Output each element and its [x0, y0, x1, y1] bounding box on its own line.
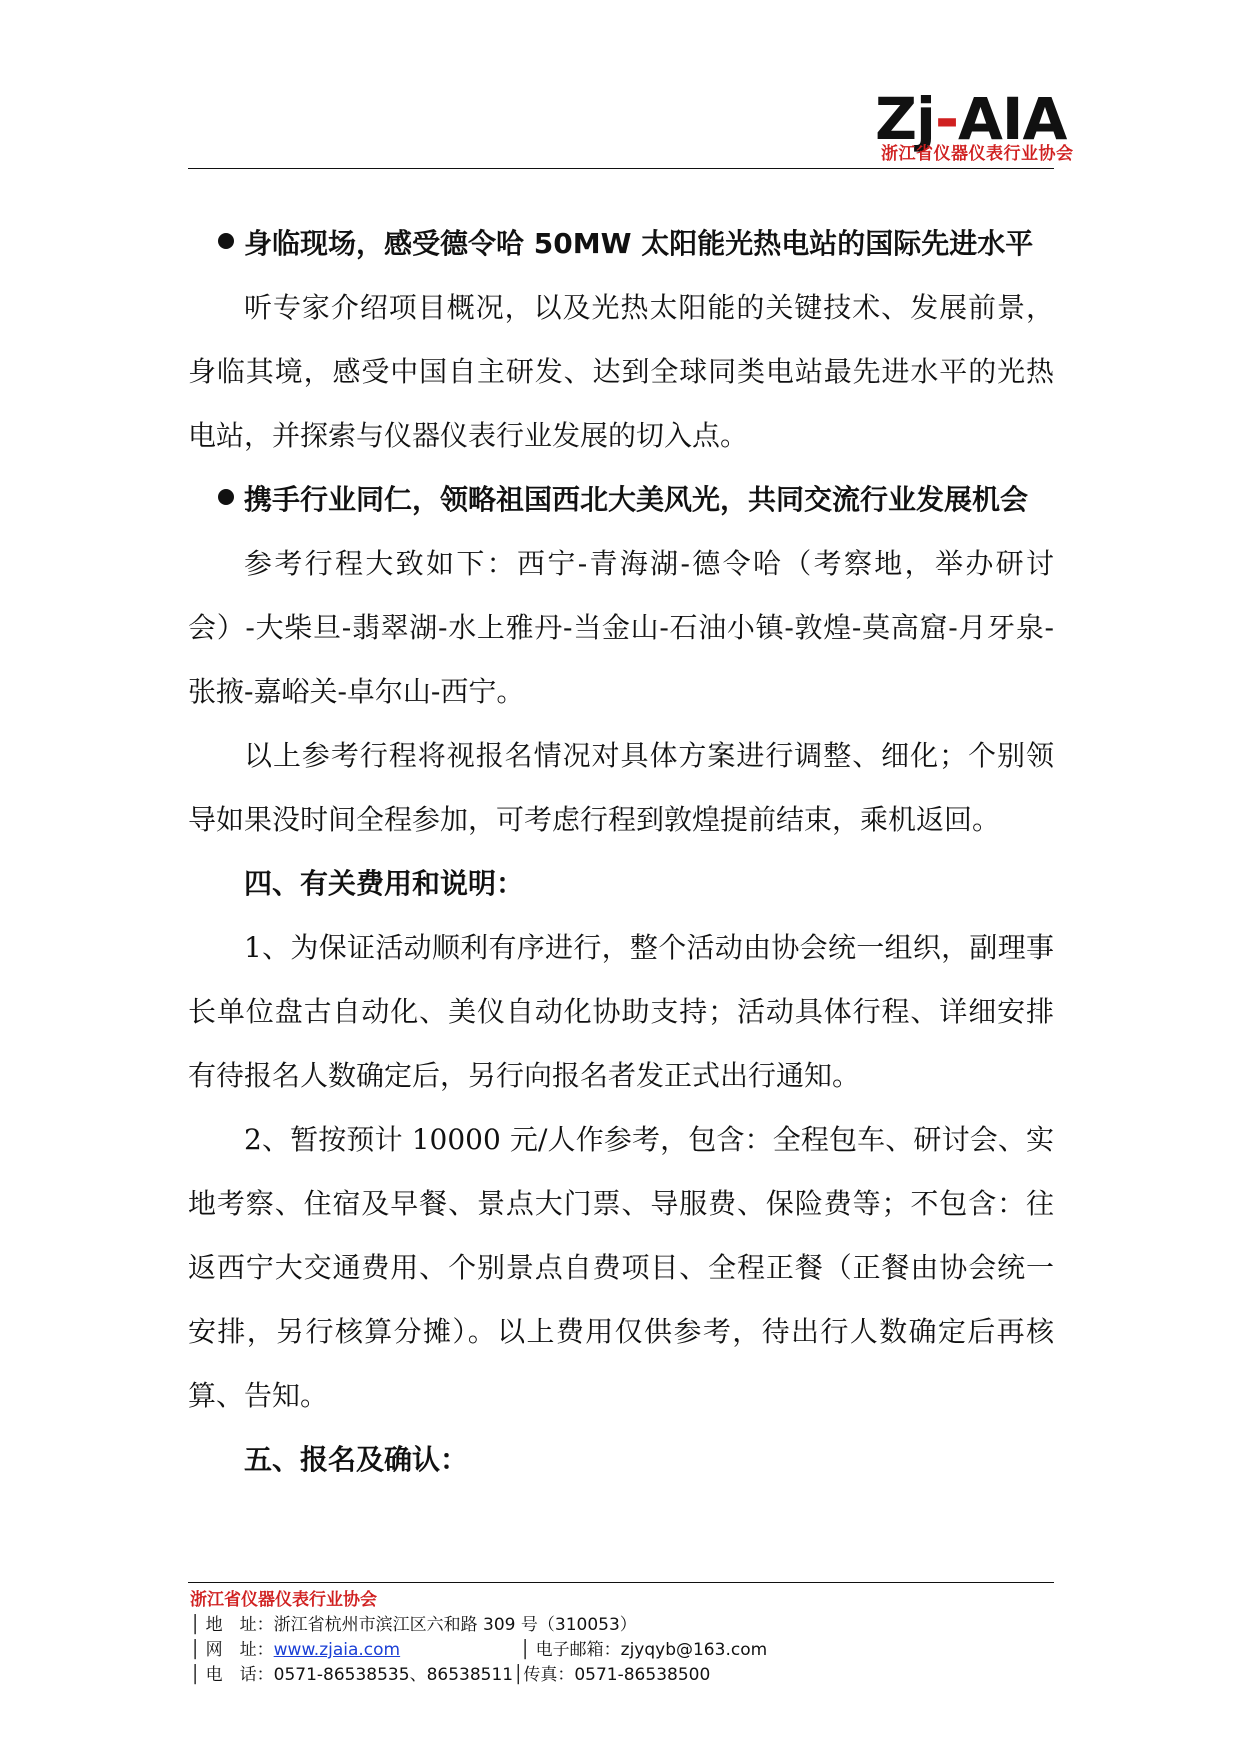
bullet-dot-icon	[218, 489, 234, 505]
footer-address-row	[190, 1613, 1060, 1638]
website-link[interactable]: www.zjaia.com	[273, 1640, 401, 1660]
website-label: │ 网 址：	[190, 1640, 274, 1660]
phone-label: │ 电 话：	[190, 1665, 274, 1685]
address-label: │ 地 址：	[190, 1615, 274, 1635]
footer-org-name: 浙江省仪器仪表行业协会	[190, 1590, 377, 1610]
association-logo	[875, 85, 1074, 164]
email-label: │ 电子邮箱：	[520, 1640, 621, 1660]
phone-value: 0571-86538535、86538511	[273, 1665, 514, 1685]
list-item-organization: 1、为保证活动顺利有序进行，整个活动由协会统一组织，副理事长单位盘古自动化、美仪自动化协助支持；活动具体行程、详细安排有待报名人数确定后，另行向报名者发正式出行通知。	[188, 931, 1054, 1092]
footer-email	[520, 1638, 767, 1663]
logo-mark: Zj-AIA	[875, 85, 1067, 153]
bullet-heading-scenery: 携手行业同仁，领略祖国西北大美风光，共同交流行业发展机会	[188, 468, 1054, 532]
address-value: 浙江省杭州市滨江区六和路 309 号（310053）	[273, 1615, 637, 1635]
paragraph-itinerary-adjustment: 以上参考行程将视报名情况对具体方案进行调整、细化；个别领导如果没时间全程参加，可考虑行程到敦煌提前结束，乘机返回。	[188, 739, 1054, 836]
footer-divider	[188, 1582, 1054, 1583]
fax-value: 0571-86538500	[574, 1665, 711, 1685]
fax-label: │传真：	[513, 1665, 575, 1685]
header-divider	[188, 168, 1054, 169]
paragraph-itinerary: 参考行程大致如下：西宁-青海湖-德令哈（考察地，举办研讨会）-大柴旦-翡翠湖-水上雅丹-当金山-石油小镇-敦煌-莫高窟-月牙泉-张掖-嘉峪关-卓尔山-西宁。	[188, 547, 1054, 708]
footer-contact	[190, 1588, 1060, 1688]
bullet-dot-icon	[218, 233, 234, 249]
footer-phone-row	[190, 1663, 1060, 1688]
email-value: zjyqyb@163.com	[620, 1640, 768, 1660]
paragraph-expert-intro: 听专家介绍项目概况，以及光热太阳能的关键技术、发展前景，身临其境，感受中国自主研发、达到全球同类电站最先进水平的光热电站，并探索与仪器仪表行业发展的切入点。	[188, 291, 1054, 452]
bullet-heading-site-visit: 身临现场，感受德令哈 50MW 太阳能光热电站的国际先进水平	[188, 212, 1054, 276]
document-body	[188, 212, 1054, 1492]
section-heading-registration: 五、报名及确认：	[244, 1443, 469, 1476]
list-item-cost: 2、暂按预计 10000 元/人作参考，包含：全程包车、研讨会、实地考察、住宿及早餐、景点大门票、导服费、保险费等；不包含：往返西宁大交通费用、个别景点自费项目、全程正餐（正餐由协会统一安排，另行核算分摊）。以上费用仅供参考，待出行人数确定后再核算、告知。	[188, 1123, 1054, 1412]
footer-website-row	[190, 1638, 1060, 1663]
section-heading-fees: 四、有关费用和说明：	[244, 867, 525, 900]
logo-subtitle: 浙江省仪器仪表行业协会	[881, 144, 1074, 164]
